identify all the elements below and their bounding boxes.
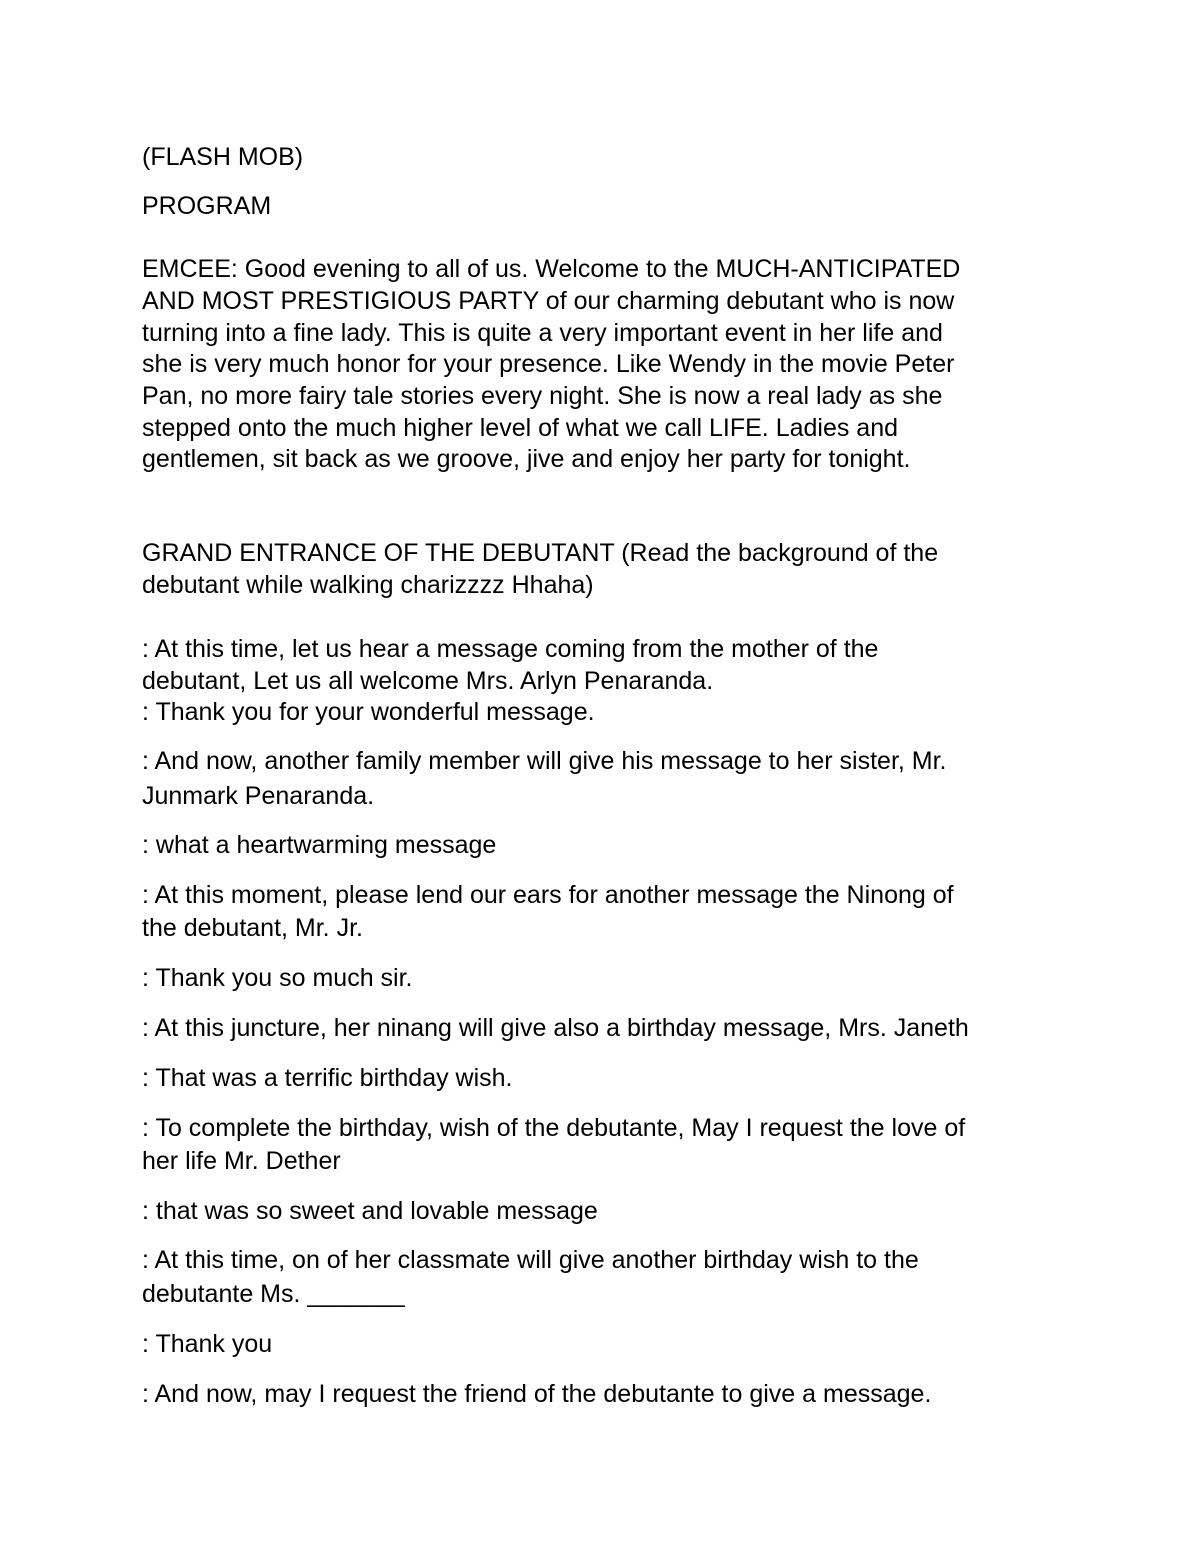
mother-message-line: : At this time, let us hear a message coming from the mother of the <box>142 635 879 663</box>
classmate-message-line: debutante Ms. _______ <box>142 1280 405 1308</box>
emcee-line: Pan, no more fairy tale stories every night. She is now a real lady as she <box>142 382 943 410</box>
love-message-line: : To complete the birthday, wish of the debutante, May I request the love of <box>142 1114 966 1142</box>
flash-mob-heading: (FLASH MOB) <box>142 143 304 171</box>
grand-entrance-line: GRAND ENTRANCE OF THE DEBUTANT (Read the background of the <box>142 539 939 567</box>
thank-sir-line: : Thank you so much sir. <box>142 964 413 992</box>
terrific-wish-line: : That was a terrific birthday wish. <box>142 1064 513 1092</box>
ninong-message-line: : At this moment, please lend our ears for another message the Ninong of <box>142 881 954 909</box>
thank-wonderful-line: : Thank you for your wonderful message. <box>142 698 595 726</box>
classmate-message-line: : At this time, on of her classmate will give another birthday wish to the <box>142 1246 919 1274</box>
program-heading: PROGRAM <box>142 192 272 220</box>
brother-message-line: Junmark Penaranda. <box>142 782 375 810</box>
ninong-message-line: the debutant, Mr. Jr. <box>142 914 363 942</box>
friend-message-line: : And now, may I request the friend of the debutante to give a message. <box>142 1380 932 1408</box>
grand-entrance-line: debutant while walking charizzzz Hhaha) <box>142 571 594 599</box>
mother-message-line: debutant, Let us all welcome Mrs. Arlyn Penaranda. <box>142 667 714 695</box>
thank-you-line: : Thank you <box>142 1330 273 1358</box>
emcee-line: turning into a fine lady. This is quite a very important event in her life and <box>142 319 943 347</box>
emcee-line: she is very much honor for your presence. Like Wendy in the movie Peter <box>142 350 955 378</box>
emcee-line: EMCEE: Good evening to all of us. Welcome to the MUCH-ANTICIPATED <box>142 255 961 283</box>
heartwarming-line: : what a heartwarming message <box>142 831 497 859</box>
emcee-line: AND MOST PRESTIGIOUS PARTY of our charming debutant who is now <box>142 287 955 315</box>
ninang-message-line: : At this juncture, her ninang will give also a birthday message, Mrs. Janeth <box>142 1014 969 1042</box>
love-message-line: her life Mr. Dether <box>142 1147 341 1175</box>
emcee-line: stepped onto the much higher level of what we call LIFE. Ladies and <box>142 414 899 442</box>
emcee-line: gentlemen, sit back as we groove, jive and enjoy her party for tonight. <box>142 445 911 473</box>
brother-message-line: : And now, another family member will give his message to her sister, Mr. <box>142 747 947 775</box>
sweet-message-line: : that was so sweet and lovable message <box>142 1197 598 1225</box>
